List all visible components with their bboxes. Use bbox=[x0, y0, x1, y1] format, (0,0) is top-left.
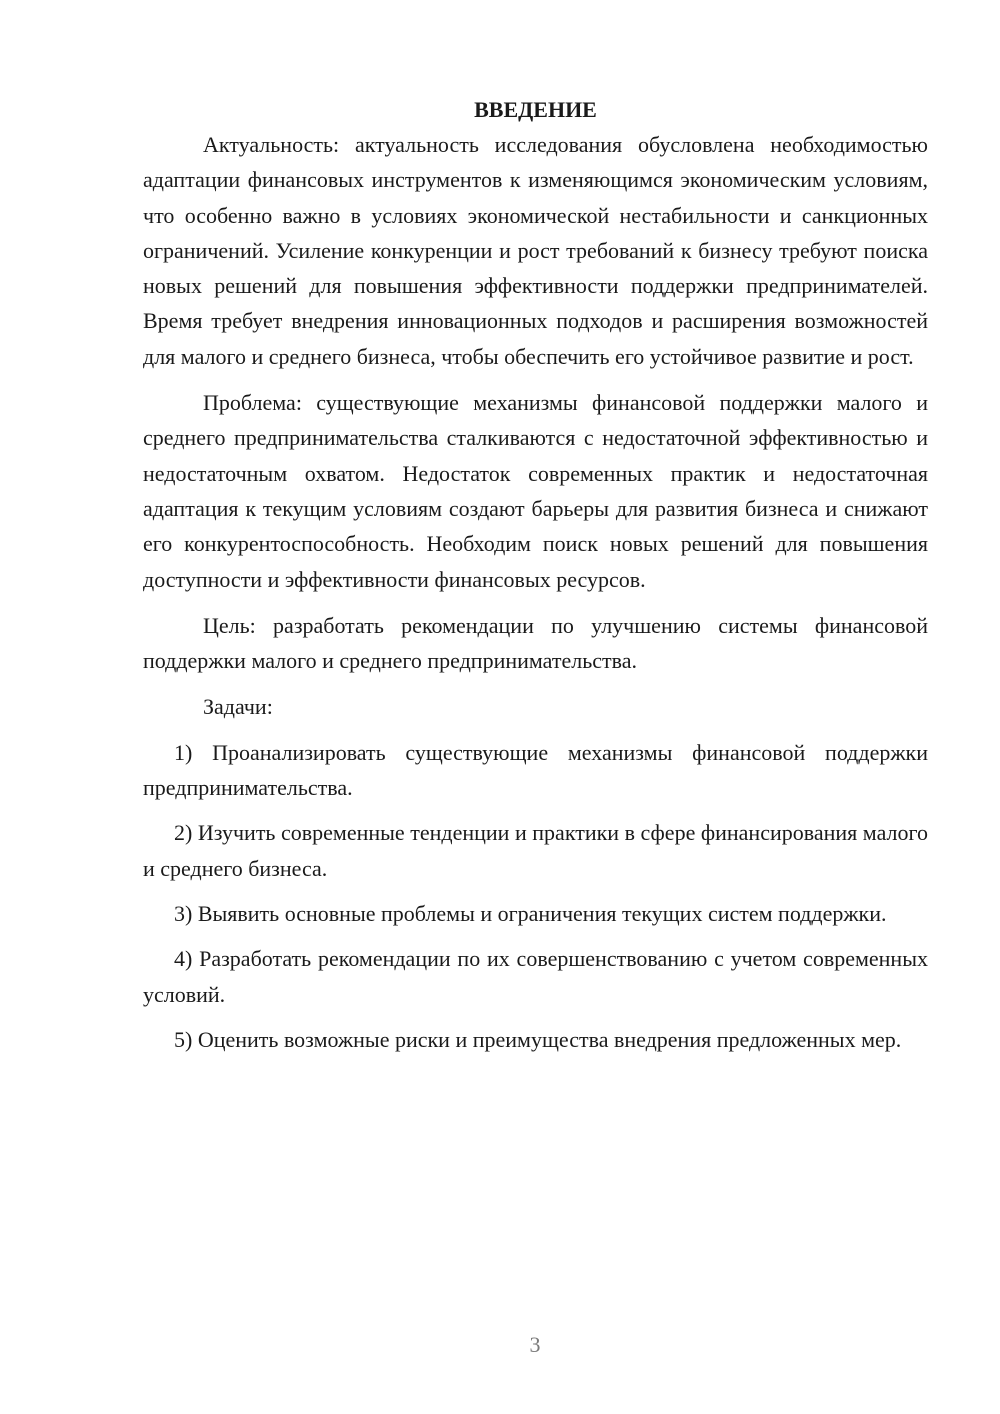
task-item-3: 3) Выявить основные проблемы и ограничения текущих систем поддержки. bbox=[174, 900, 887, 926]
task-item-1: 1) Проанализировать существующие механизмы финансовой поддержки предпринимательства. bbox=[143, 739, 928, 801]
problem-paragraph: Проблема: существующие механизмы финансовой поддержки малого и среднего предпринимательства сталкиваются с недостаточной эффективностью и недостаточным охватом. Недостаток современных практик и недостаточная адаптация к текущим условиям создают барьеры для развития бизнеса и снижают его конкурентоспособность. Необходим поиск новых решений для повышения доступности и эффективности финансовых ресурсов. bbox=[143, 390, 928, 592]
relevance-paragraph: Актуальность: актуальность исследования обусловлена необходимостью адаптации финансовых инструментов к изменяющимся экономическим условиям, что особенно важно в условиях экономической нестабильности и санкционных ограничений. Усиление конкуренции и рост требований к бизнесу требуют поиска новых решений для повышения эффективности поддержки предпринимателей. Время требует внедрения инновационных подходов и расширения возможностей для малого и среднего бизнеса, чтобы обеспечить его устойчивое развитие и рост. bbox=[143, 132, 928, 369]
task-item-4: 4) Разработать рекомендации по их совершенствованию с учетом современных условий. bbox=[143, 946, 928, 1007]
task-item-2: 2) Изучить современные тенденции и практики в сфере финансирования малого и среднего бизнеса. bbox=[143, 820, 928, 881]
tasks-label: Задачи: bbox=[203, 694, 273, 720]
page-number: 3 bbox=[529, 1332, 541, 1357]
task-item-5: 5) Оценить возможные риски и преимущества внедрения предложенных мер. bbox=[174, 1026, 902, 1052]
page-title: ВВЕДЕНИЕ bbox=[474, 97, 597, 122]
document-body bbox=[143, 92, 928, 1057]
goal-paragraph: Цель: разработать рекомендации по улучшению системы финансовой поддержки малого и среднего предпринимательства. bbox=[143, 612, 928, 674]
